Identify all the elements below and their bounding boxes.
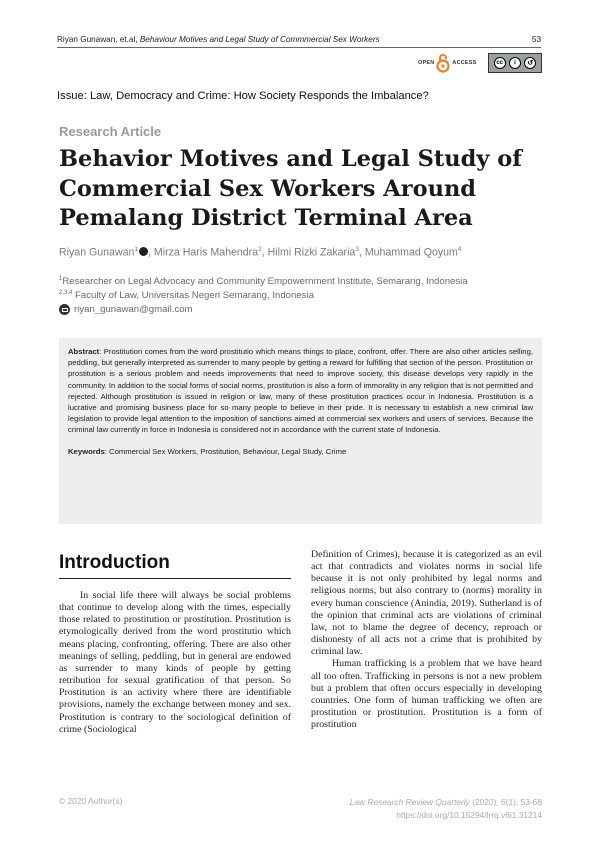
abstract-text [68,346,533,436]
abstract-body: : Prostitution comes from the word prostitutio which means things to place, confront, offer. There are also other articles selling, peddling, but generally interpreted as surrender to many people by getting a reward for fulfilling that section of the person. Prostitution or prostitution is a serious problem and needs improvements that need to improve society, this disease develops very rapidly in the community. In addition to the social forms of social norms, prostitution is also a form of immorality in any religion that is not permitted and rejected. Although prostitution is issued in religion or law, many of these prostitution practices occur in Indonesia. Prostitution is a lucrative and promising business place for so many people to believe in their pride. It is necessary to establish a new criminal law legislation to provide legal attention to the imposition of sanctions aimed at commercial sex workers and users of services. Because the criminal law currently in force in Indonesia is considered not in accordance with the current state of Indonesia. [68,347,533,435]
author-sup: 3 [355,246,359,253]
author-sup: 1 [134,246,139,253]
running-header-left [57,35,380,44]
author-sup: 4 [457,246,462,253]
orcid-icon[interactable] [139,247,148,256]
journal-citation [350,796,542,809]
keywords-list: : Commercial Sex Workers, Prostitution, Behaviour, Legal Study, Crime [104,446,347,456]
body-paragraph: Definition of Crimes), because it is categorized as an evil act that contradicts and violates norms in social life because it is not only prohibited by legal norms and religious norms, but also contrary to (norms) morality in every human conscience (Anindia, 2019). Sutherland is of the opinion that criminal acts are violations of criminal law, not to blame the degree of decency, reproach or dishonesty of all acts not a crime that is prohibited by criminal law. [311,549,542,658]
paper-title: Behavior Motives and Legal Study of Commercial Sex Workers Around Pemalang District Terminal Area [59,146,522,231]
citation-volume: (2020), 6(1), 53-68 [469,797,542,807]
corresponding-email [59,304,193,315]
open-access-logo [418,53,477,73]
header-authors: Riyan Gunawan, et.al, [57,35,138,44]
citation-footer [350,796,542,821]
header-running-title: Behaviour Motives and Legal Study of Commmercial Sex Workers [139,35,380,44]
author-name: Riyan Gunawan [59,246,135,259]
body-column-left [59,590,291,736]
copyright: © 2020 Author(s) [59,796,123,806]
cc-icon: cc [494,57,506,69]
header-rule [57,47,541,48]
affiliation [59,276,468,287]
section-heading-introduction: Introduction [59,552,170,573]
abstract-box [59,338,542,524]
affiliation-sup: 2,3,4 [59,290,73,296]
keywords-label: Keywords [68,446,105,456]
affiliation-text: Researcher on Legal Advocacy and Community Empowernment Institute, Semarang, Indonesia [62,276,468,288]
body-paragraph: In social life there will always be social problems that continue to develop along with the times, especially those related to prostitution or prostitution. Prostitution is etymologically derived from the word prostitutio which means placing, confronting, offering. There are also other meanings of selling, peddling, but in general are endowed as surrender to many kinds of people by getting retribution for sexual gratification of that person. So Prostitution is an activity where there are identifiable provisions, namely the exchange between money and sex. Prostitution is contrary to the sociological definition of crime (Sociological [59,590,291,735]
author-sup: 2 [258,246,262,253]
body-column-right [311,549,542,731]
affiliation-sup: 1 [59,276,63,282]
author-list [59,246,462,259]
affiliation-text: Faculty of Law, Universitas Negeri Semarang, Indonesia [72,290,314,302]
author-name: , Hilmi Rizki Zakaria [261,246,356,259]
issue-title: Issue: Law, Democracy and Crime: How Society Responds the Imbalance? [57,90,429,102]
creative-commons-badge [488,53,542,73]
affiliation [59,290,314,301]
author-name: , Mirza Haris Mahendra [148,246,259,259]
share-alike-icon: ↺ [524,57,536,69]
open-lock-icon [436,53,450,73]
by-attribution-icon: i [509,57,521,69]
email-address[interactable]: riyan_gunawan@gmail.com [74,304,193,315]
page-number: 53 [531,35,541,44]
doi-link[interactable]: https://doi.org/10.15294/lrrq.v6i1.31214 [396,809,542,820]
keywords [68,446,533,457]
author-name: , Muhammad Qoyum [358,246,458,259]
heading-rule [59,578,291,579]
open-access-label-right: ACCESS [452,60,477,66]
open-access-label-left: OPEN [418,60,435,66]
email-icon [59,304,70,315]
abstract-label: Abstract [68,347,100,356]
journal-name: Law Research Review Quarterly [349,797,470,807]
article-type: Research Article [59,124,162,139]
body-paragraph: Human trafficking is a problem that we have heard all too often. Trafficking in persons is not a new problem but a problem that often occurs especially in developing countries. One form of human trafficking we often are prostitution or prostitution. Prostitution is a form of prostitution [311,658,542,731]
